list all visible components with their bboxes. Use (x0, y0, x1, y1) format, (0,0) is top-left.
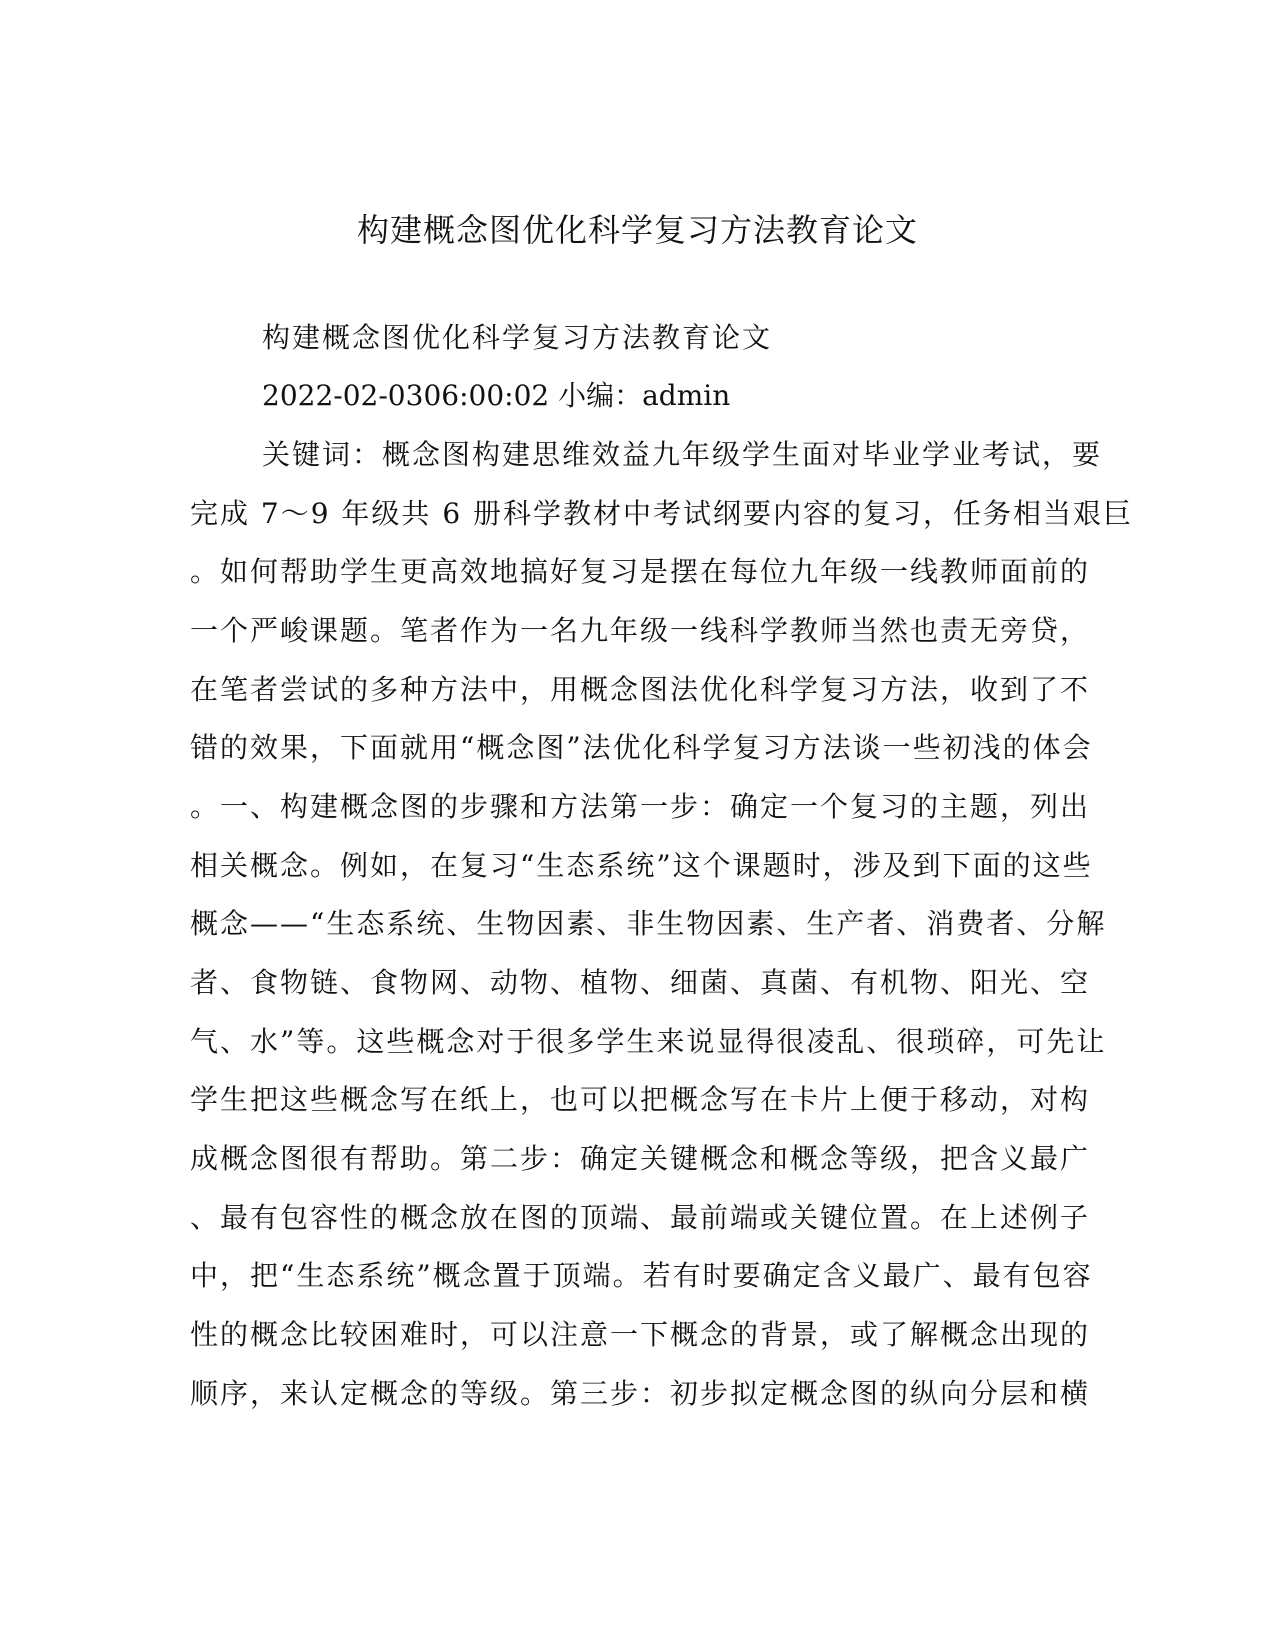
body-line: 关键词：概念图构建思维效益九年级学生面对毕业学业考试，要 (262, 438, 1103, 471)
body-line: 者、食物链、食物网、动物、植物、细菌、真菌、有机物、阳光、空 (190, 966, 1091, 999)
document-meta: 2022-02-0306:00:02 小编：admin (262, 379, 731, 412)
document-title: 构建概念图优化科学复习方法教育论文 (356, 211, 918, 249)
body-line: 成概念图很有帮助。第二步：确定关键概念和概念等级，把含义最广 (190, 1142, 1091, 1175)
body-line: 。如何帮助学生更高效地搞好复习是摆在每位九年级一线教师面前的 (190, 555, 1091, 588)
body-line: 气、水”等。这些概念对于很多学生来说显得很凌乱、很琐碎，可先让 (190, 1025, 1107, 1058)
body-line: 错的效果，下面就用“概念图”法优化科学复习方法谈一些初浅的体会 (190, 731, 1093, 764)
body-line: 相关概念。例如，在复习“生态系统”这个课题时，涉及到下面的这些 (190, 849, 1093, 882)
body-line: 学生把这些概念写在纸上，也可以把概念写在卡片上便于移动，对构 (190, 1083, 1091, 1116)
body-line: 中，把“生态系统”概念置于顶端。若有时要确定含义最广、最有包容 (190, 1259, 1093, 1292)
body-line: 在笔者尝试的多种方法中，用概念图法优化科学复习方法，收到了不 (190, 673, 1091, 706)
body-line: 概念——“生态系统、生物因素、非生物因素、生产者、消费者、分解 (190, 907, 1107, 940)
body-line: 完成 7～9 年级共 6 册科学教材中考试纲要内容的复习，任务相当艰巨 (190, 497, 1134, 530)
body-line: 一个严峻课题。笔者作为一名九年级一线科学教师当然也责无旁贷， (190, 614, 1091, 647)
body-line: 顺序，来认定概念的等级。第三步：初步拟定概念图的纵向分层和横 (190, 1377, 1091, 1410)
body-line: 。一、构建概念图的步骤和方法第一步：确定一个复习的主题，列出 (190, 790, 1091, 823)
body-line: 性的概念比较困难时，可以注意一下概念的背景，或了解概念出现的 (190, 1318, 1091, 1351)
body-line: 、最有包容性的概念放在图的顶端、最前端或关键位置。在上述例子 (190, 1201, 1091, 1234)
document-subtitle: 构建概念图优化科学复习方法教育论文 (262, 321, 773, 354)
